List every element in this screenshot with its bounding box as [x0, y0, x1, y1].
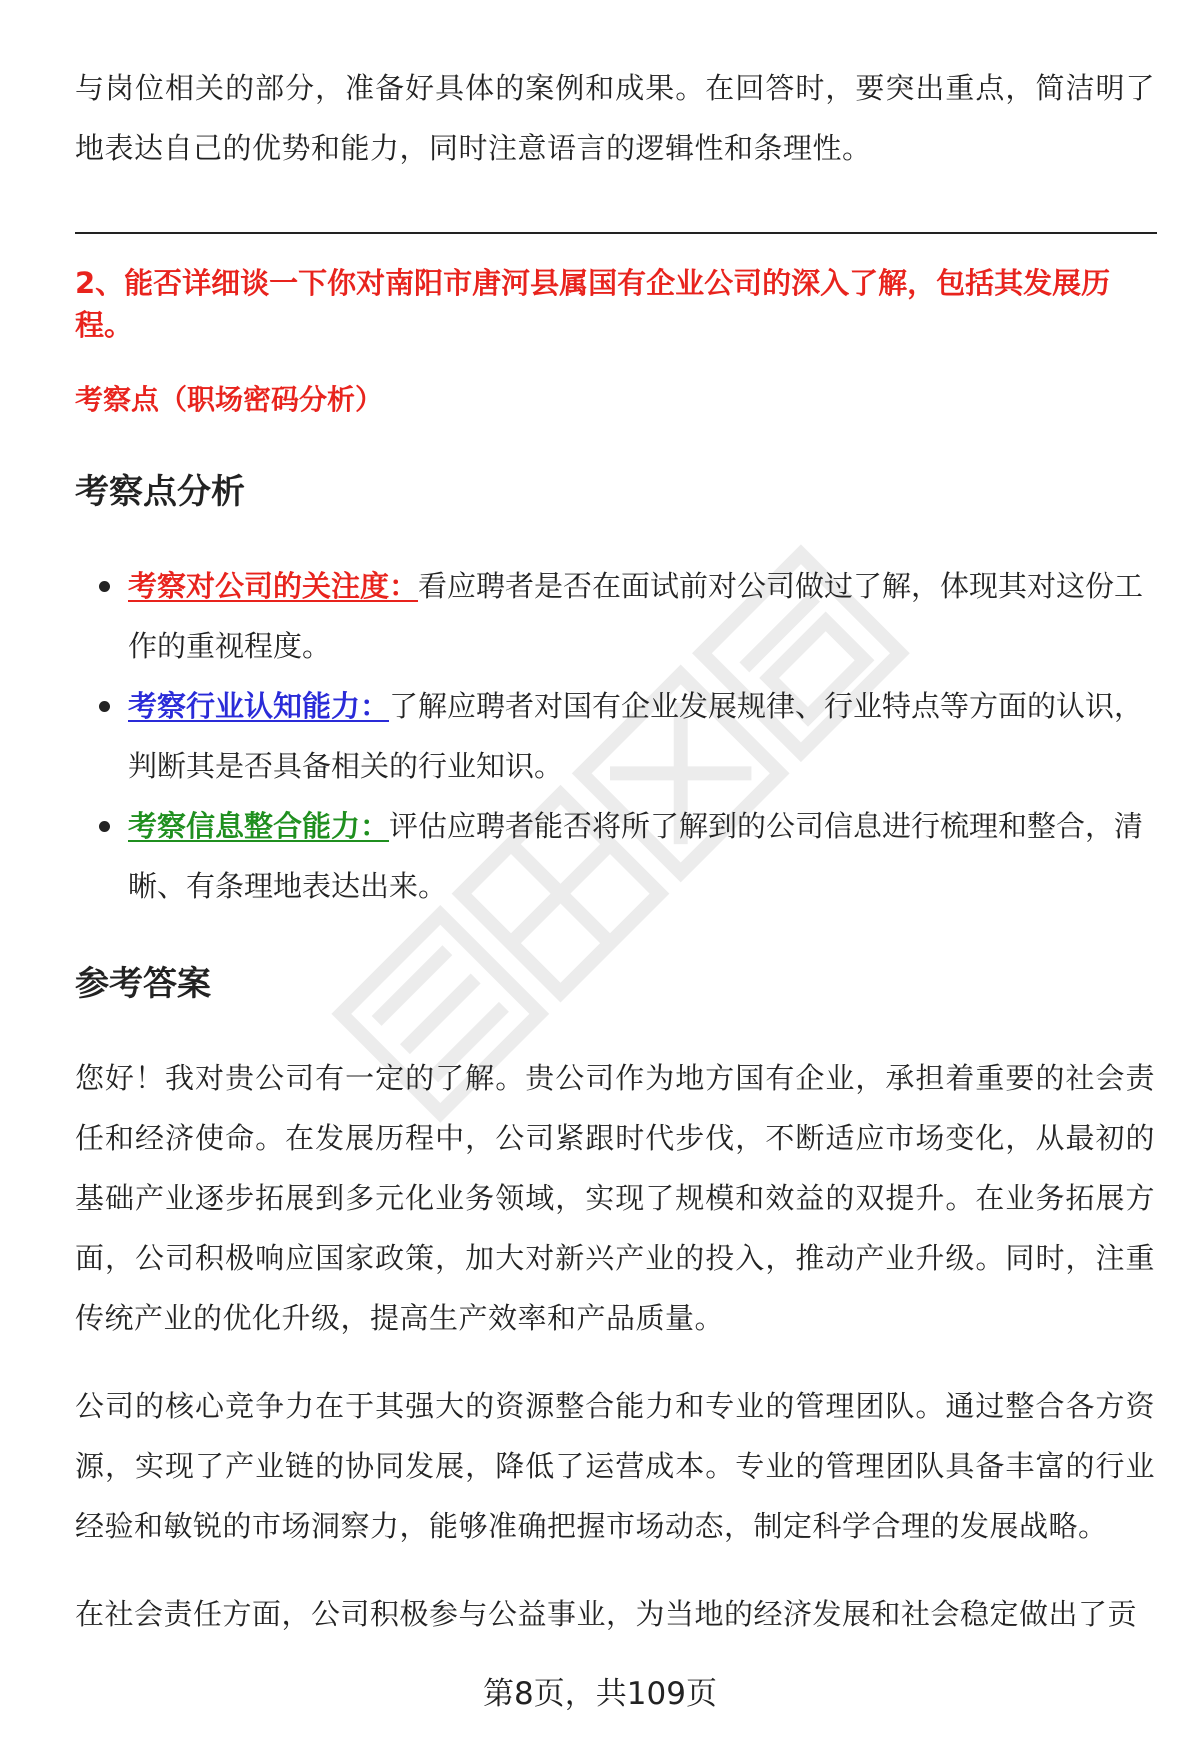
- analysis-item: [75, 556, 1155, 676]
- intro-paragraph: 与岗位相关的部分，准备好具体的案例和成果。在回答时，要突出重点，简洁明了地表达自己的优势和能力，同时注意语言的逻辑性和条理性。: [75, 71, 1155, 165]
- analysis-item-label: 考察行业认知能力：: [128, 689, 390, 723]
- analysis-list: [75, 556, 1155, 916]
- analysis-item-label: 考察信息整合能力：: [128, 809, 390, 843]
- intro-block: [75, 58, 1155, 178]
- analysis-item-text: 看应聘者是否在面试前对公司做过了解，体现其对这份工作的重视程度。: [128, 569, 1144, 663]
- divider: [75, 232, 1157, 234]
- answer-block: [75, 1048, 1155, 1644]
- analysis-item: [75, 796, 1155, 916]
- answer-heading: 参考答案: [75, 964, 211, 1004]
- answer-paragraph: 您好！我对贵公司有一定的了解。贵公司作为地方国有企业，承担着重要的社会责任和经济使命。在发展历程中，公司紧跟时代步伐，不断适应市场变化，从最初的基础产业逐步拓展到多元化业务领域，实现了规模和效益的双提升。在业务拓展方面，公司积极响应国家政策，加大对新兴产业的投入，推动产业升级。同时，注重传统产业的优化升级，提高生产效率和产品质量。: [75, 1061, 1155, 1335]
- answer-paragraph: 公司的核心竞争力在于其强大的资源整合能力和专业的管理团队。通过整合各方资源，实现了产业链的协同发展，降低了运营成本。专业的管理团队具备丰富的行业经验和敏锐的市场洞察力，能够准确把握市场动态，制定科学合理的发展战略。: [75, 1389, 1155, 1543]
- analysis-heading: 考察点分析: [75, 472, 245, 512]
- analysis-item: [75, 676, 1155, 796]
- inspection-point-label: 考察点（职场密码分析）: [75, 383, 384, 416]
- answer-paragraph: 在社会责任方面，公司积极参与公益事业，为当地的经济发展和社会稳定做出了贡: [75, 1597, 1138, 1631]
- bullet-icon: [99, 701, 110, 712]
- analysis-item-label: 考察对公司的关注度：: [128, 569, 419, 603]
- analysis-item-text: 评估应聘者能否将所了解到的公司信息进行梳理和整合，清晰、有条理地表达出来。: [128, 809, 1144, 903]
- bullet-icon: [99, 581, 110, 592]
- question-title: 2、能否详细谈一下你对南阳市唐河县属国有企业公司的深入了解，包括其发展历程。: [75, 266, 1111, 342]
- analysis-item-text: 了解应聘者对国有企业发展规律、行业特点等方面的认识，判断其是否具备相关的行业知识。: [128, 689, 1144, 783]
- page-footer: 第8页，共109页: [483, 1676, 717, 1712]
- bullet-icon: [99, 821, 110, 832]
